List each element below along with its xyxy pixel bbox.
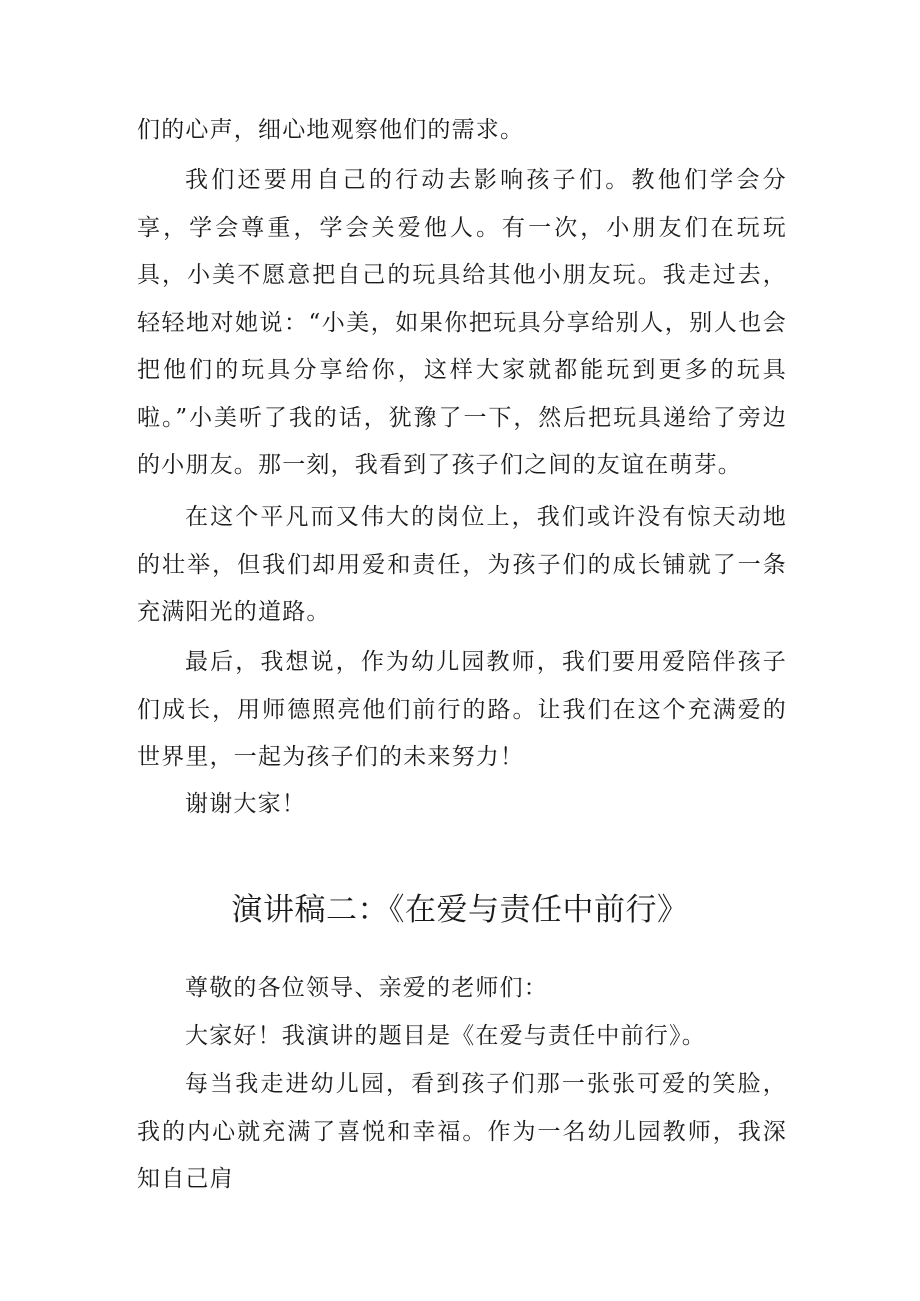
paragraph-thanks: 谢谢大家！ — [185, 791, 306, 817]
paragraph-greeting: 大家好！我演讲的题目是《在爱与责任中前行》。 — [185, 1023, 706, 1049]
paragraph-opening: 每当我走进幼儿园，看到孩子们那一张张可爱的笑脸，我的内心就充满了喜悦和幸福。作为一名幼儿园教师，我深知自己肩 — [137, 1071, 787, 1192]
paragraph-continuation: 们的心声，细心地观察他们的需求。 — [137, 117, 525, 143]
paragraph-ordinary-post: 在这个平凡而又伟大的岗位上，我们或许没有惊天动地的壮举，但我们却用爱和责任，为孩子们的成长铺就了一条充满阳光的道路。 — [137, 504, 787, 625]
paragraph-salutation: 尊敬的各位领导、亲爱的老师们： — [185, 975, 548, 1001]
section-title: 演讲稿二：《在爱与责任中前行》 — [231, 892, 689, 928]
paragraph-closing: 最后，我想说，作为幼儿园教师，我们要用爱陪伴孩子们成长，用师德照亮他们前行的路。让我们在这个充满爱的世界里，一起为孩子们的未来努力！ — [137, 649, 787, 770]
paragraph-sharing-story: 我们还要用自己的行动去影响孩子们。教他们学会分享，学会尊重，学会关爱他人。有一次，小朋友们在玩玩具，小美不愿意把自己的玩具给其他小朋友玩。我走过去，轻轻地对她说：“小美，如果你把玩具分享给别人，别人也会把他们的玩具分享给你，这样大家就都能玩到更多的玩具啦。”小美听了我的话，犹豫了一下，然后把玩具递给了旁边的小朋友。那一刻，我看到了孩子们之间的友谊在萌芽。 — [137, 167, 787, 478]
